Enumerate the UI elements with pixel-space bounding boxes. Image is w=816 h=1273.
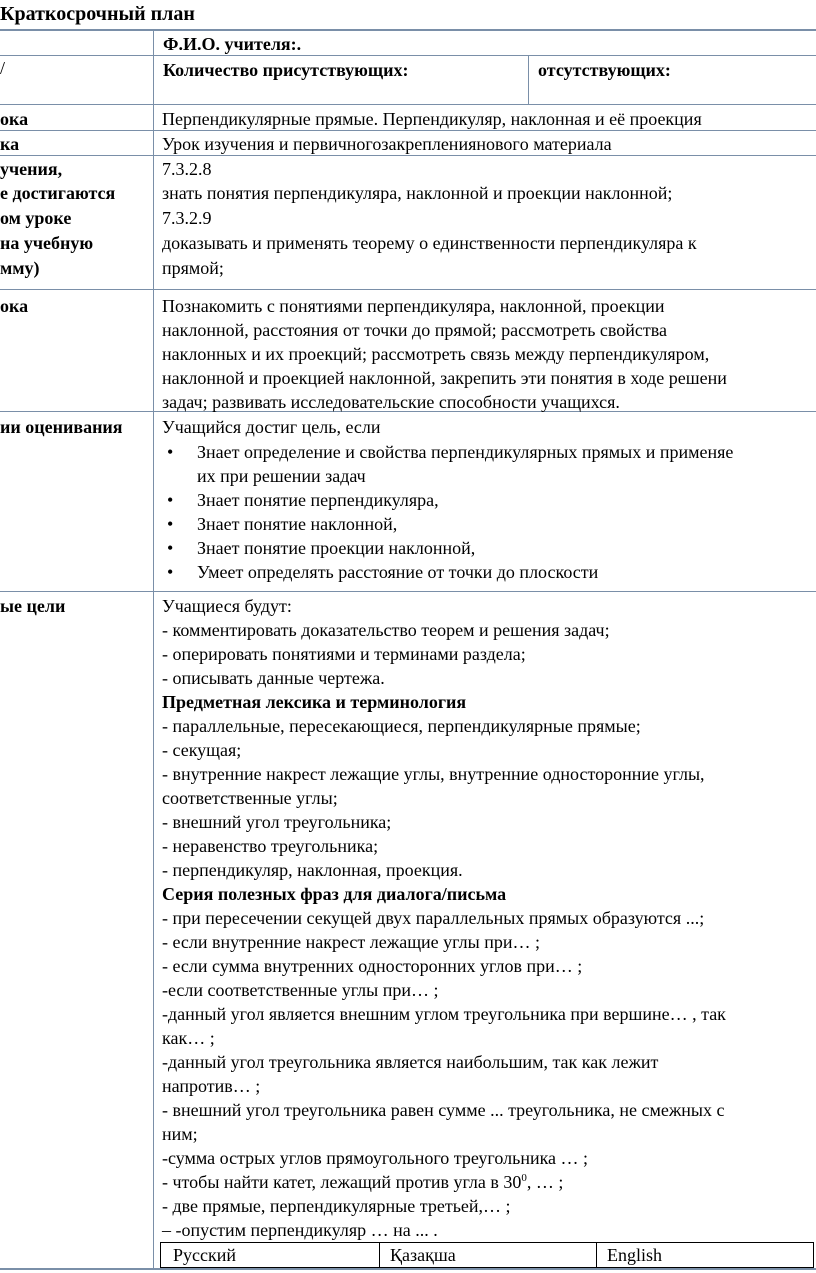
languages-column-divider bbox=[596, 1242, 597, 1268]
phrase-line: ним; bbox=[162, 1124, 198, 1144]
goals-label: ока bbox=[0, 296, 29, 316]
objective-text: знать понятия перпендикуляра, наклонной и проекции наклонной; bbox=[162, 183, 673, 203]
objectives-label-line: мму) bbox=[0, 258, 40, 278]
row-divider bbox=[0, 591, 816, 592]
degree-superscript: 0 bbox=[521, 1172, 527, 1184]
phrase-line: - две прямые, перпендикулярные третьей,… ; bbox=[162, 1196, 511, 1216]
vocabulary-line: - внутренние накрест лежащие углы, внутренние односторонние углы, bbox=[162, 764, 705, 784]
criteria-item: • Знает определение и свойства перпендикулярных прямых и применяе bbox=[165, 440, 733, 464]
language-intro-line: - описывать данные чертежа. bbox=[162, 668, 385, 688]
languages-table bbox=[160, 1242, 814, 1268]
criteria-label: ии оценивания bbox=[0, 417, 123, 437]
vocabulary-heading: Предметная лексика и терминология bbox=[162, 692, 467, 712]
goals-line: наклонных и их проекций; рассмотреть связь между перпендикуляром, bbox=[162, 344, 710, 364]
criteria-item: • Умеет определять расстояние от точки до плоскости bbox=[165, 560, 733, 584]
criteria-list bbox=[165, 440, 733, 584]
phrase-line: -сумма острых углов прямоугольного треугольника … ; bbox=[162, 1148, 589, 1168]
row-divider bbox=[0, 55, 816, 56]
language-english: English bbox=[607, 1245, 663, 1265]
topic-value: Перпендикулярные прямые. Перпендикуляр, наклонная и её проекция bbox=[162, 109, 702, 129]
language-intro-line: - оперировать понятиями и терминами раздела; bbox=[162, 644, 526, 664]
language-goals-label: ые цели bbox=[0, 596, 66, 616]
document-title: Краткосрочный план bbox=[0, 3, 195, 25]
objective-code: 7.3.2.9 bbox=[162, 208, 212, 228]
phrase-line: -данный угол треугольника является наибольшим, так как лежит bbox=[162, 1052, 659, 1072]
language-kazakh: Қазақша bbox=[390, 1245, 456, 1265]
phrase-line: - внешний угол треугольника равен сумме ... треугольника, не смежных с bbox=[162, 1100, 725, 1120]
present-count-label: Количество присутствующих: bbox=[163, 60, 409, 80]
phrase-line: - если внутренние накрест лежащие углы при… ; bbox=[162, 932, 540, 952]
objective-text: прямой; bbox=[162, 258, 224, 278]
goals-line: Познакомить с понятиями перпендикуляра, наклонной, проекции bbox=[162, 296, 665, 316]
languages-column-divider bbox=[379, 1242, 380, 1268]
phrase-angle-text: - чтобы найти катет, лежащий против угла в 30 bbox=[162, 1172, 522, 1192]
criteria-item: • Знает понятие наклонной, bbox=[165, 512, 733, 536]
row-divider bbox=[0, 104, 816, 105]
table-bottom-border bbox=[0, 1268, 816, 1270]
objectives-label-line: учения, bbox=[0, 159, 63, 179]
language-russian: Русский bbox=[173, 1245, 236, 1265]
phrase-line: - если сумма внутренних односторонних углов при… ; bbox=[162, 956, 583, 976]
language-intro-list bbox=[162, 594, 726, 1242]
goals-line: наклонной и проекцией наклонной, закрепить эти понятия в ходе решени bbox=[162, 368, 727, 388]
phrase-line: – -опустим перпендикуляр … на ... . bbox=[162, 1220, 438, 1240]
table-top-border bbox=[0, 29, 816, 31]
phrase-line: -если соответственные углы при… ; bbox=[162, 980, 439, 1000]
goals-line: задач; развивать исследовательские способности учащихся. bbox=[162, 392, 620, 412]
objective-code: 7.3.2.8 bbox=[162, 159, 212, 179]
phrase-line: -данный угол является внешним углом треугольника при вершине… , так bbox=[162, 1004, 726, 1024]
objectives-label-line: е достигаются bbox=[0, 183, 116, 203]
objectives-label-line: ом уроке bbox=[0, 208, 72, 228]
criteria-intro: Учащийся достиг цель, если bbox=[162, 417, 381, 437]
phrase-line: как… ; bbox=[162, 1028, 215, 1048]
objective-text: доказывать и применять теорему о единственности перпендикуляра к bbox=[162, 233, 697, 253]
absent-count-label: отсутствующих: bbox=[538, 60, 671, 80]
criteria-item-continuation bbox=[165, 464, 733, 488]
vocabulary-line: соответственные углы; bbox=[162, 788, 338, 808]
teacher-name-label: Ф.И.О. учителя:. bbox=[163, 34, 302, 54]
phrase-angle-tail: , … ; bbox=[526, 1172, 564, 1192]
phrase-line-angle bbox=[162, 1170, 726, 1194]
vocabulary-line: - параллельные, пересекающиеся, перпендикулярные прямые; bbox=[162, 716, 641, 736]
topic-label: ока bbox=[0, 109, 29, 129]
column-divider bbox=[153, 29, 154, 1270]
row-label-fragment: / bbox=[0, 58, 6, 78]
vocabulary-line: - внешний угол треугольника; bbox=[162, 812, 392, 832]
lesson-type-value: Урок изучения и первичногозакрепленияновогo материала bbox=[162, 134, 612, 154]
phrase-line: напротив… ; bbox=[162, 1076, 261, 1096]
column-divider bbox=[528, 55, 529, 105]
phrase-line: - при пересечении секущей двух параллельных прямых образуются ...; bbox=[162, 908, 705, 928]
vocabulary-line: - секущая; bbox=[162, 740, 242, 760]
criteria-item-text: их при решении задач bbox=[197, 466, 366, 486]
phrases-heading: Серия полезных фраз для диалога/письма bbox=[162, 884, 507, 904]
vocabulary-line: - неравенство треугольника; bbox=[162, 836, 379, 856]
row-divider bbox=[0, 289, 816, 290]
criteria-item: • Знает понятие перпендикуляра, bbox=[165, 488, 733, 512]
language-intro-line: - комментировать доказательство теорем и решения задач; bbox=[162, 620, 610, 640]
vocabulary-line: - перпендикуляр, наклонная, проекция. bbox=[162, 860, 463, 880]
lesson-type-label: ка bbox=[0, 134, 20, 154]
criteria-item: • Знает понятие проекции наклонной, bbox=[165, 536, 733, 560]
objectives-label-line: на учебную bbox=[0, 233, 94, 253]
language-intro-line: Учащиеся будут: bbox=[162, 596, 292, 616]
goals-line: наклонной, расстояния от точки до прямой; рассмотреть свойства bbox=[162, 320, 668, 340]
